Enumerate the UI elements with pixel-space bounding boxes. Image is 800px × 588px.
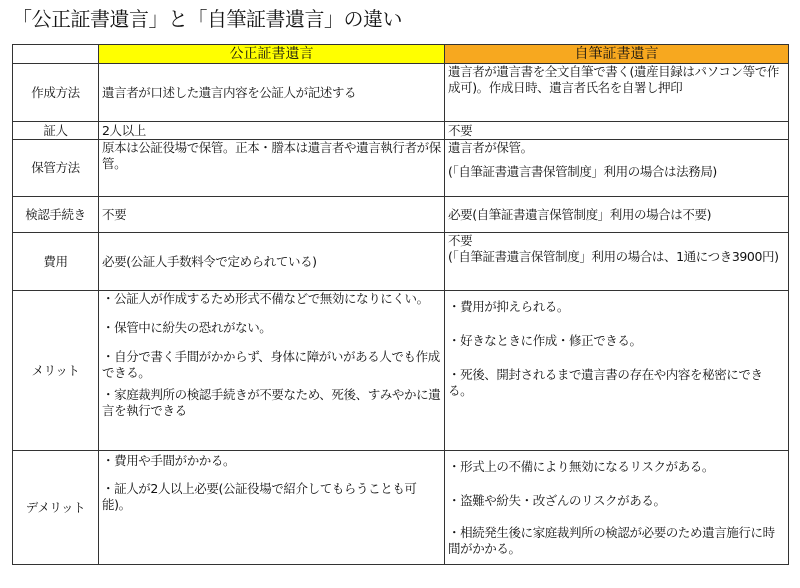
row-label: 作成方法: [13, 64, 99, 122]
jihitsu-cell: [445, 140, 789, 197]
list-item: ・費用や手間がかかる。: [102, 453, 236, 468]
page-title: 「公正証書遺言」と「自筆証書遺言」の違い: [12, 7, 402, 31]
row-demerit: [13, 451, 789, 565]
row-shonin: [13, 122, 789, 140]
row-merit: [13, 291, 789, 451]
row-hiyo: [13, 233, 789, 291]
jihitsu-line: 不要: [448, 233, 473, 248]
row-kennin: [13, 197, 789, 233]
comparison-table: [12, 44, 789, 565]
list-item: ・盗難や紛失・改ざんのリスクがある。: [448, 493, 666, 508]
list-item: ・形式上の不備により無効になるリスクがある。: [448, 459, 714, 474]
list-item: ・保管中に紛失の恐れがない。: [102, 320, 272, 335]
list-item: ・相続発生後に家庭裁判所の検認が必要のため遺言施行に時間がかかる。: [448, 525, 775, 556]
row-hokan: [13, 140, 789, 197]
row-sakusei: [13, 64, 789, 122]
row-label: 保管方法: [13, 140, 99, 197]
jihitsu-cell: [445, 291, 789, 451]
jihitsu-line: (「自筆証書遺言保管制度」利用の場合は、1通につき3900円): [448, 249, 779, 264]
header-row: [13, 45, 789, 64]
list-item: ・費用が抑えられる。: [448, 299, 570, 314]
list-item: ・証人が2人以上必要(公証役場で紹介してもらうことも可能)。: [102, 481, 417, 512]
jihitsu-cell: 遺言者が遺言書を全文自筆で書く(遺産目録はパソコン等で作成可)。作成日時、遺言者氏名を自署し押印: [445, 64, 789, 122]
header-blank-cell: [13, 45, 99, 64]
koseisho-cell: [99, 291, 445, 451]
koseisho-cell: 2人以上: [99, 122, 445, 140]
jihitsu-line: (「自筆証書遺言書保管制度」利用の場合は法務局): [448, 164, 717, 179]
koseisho-cell: 原本は公証役場で保管。正本・謄本は遺言者や遺言執行者が保管。: [99, 140, 445, 197]
koseisho-cell: [99, 451, 445, 565]
row-label: メリット: [13, 291, 99, 451]
list-item: ・公証人が作成するため形式不備などで無効になりにくい。: [102, 291, 429, 306]
row-label: デメリット: [13, 451, 99, 565]
row-label: 費用: [13, 233, 99, 291]
list-item: ・家庭裁判所の検認手続きが不要なため、死後、すみやかに遺言を執行できる: [102, 387, 441, 418]
header-jihitsu: 自筆証書遺言: [445, 45, 789, 64]
jihitsu-cell: 必要(自筆証書遺言保管制度」利用の場合は不要): [445, 197, 789, 233]
jihitsu-cell: [445, 233, 789, 291]
list-item: ・自分で書く手間がかからず、身体に障がいがある人でも作成できる。: [102, 349, 440, 380]
koseisho-cell: 不要: [99, 197, 445, 233]
koseisho-cell: 必要(公証人手数料令で定められている): [99, 233, 445, 291]
list-item: ・死後、開封されるまで遺言書の存在や内容を秘密にできる。: [448, 367, 763, 398]
jihitsu-cell: 不要: [445, 122, 789, 140]
list-item: ・好きなときに作成・修正できる。: [448, 333, 642, 348]
jihitsu-line: 遺言者が保管。: [448, 140, 533, 155]
koseisho-cell: 遺言者が口述した遺言内容を公証人が記述する: [99, 64, 445, 122]
jihitsu-cell: [445, 451, 789, 565]
row-label: 証人: [13, 122, 99, 140]
header-koseisho: 公正証書遺言: [99, 45, 445, 64]
row-label: 検認手続き: [13, 197, 99, 233]
